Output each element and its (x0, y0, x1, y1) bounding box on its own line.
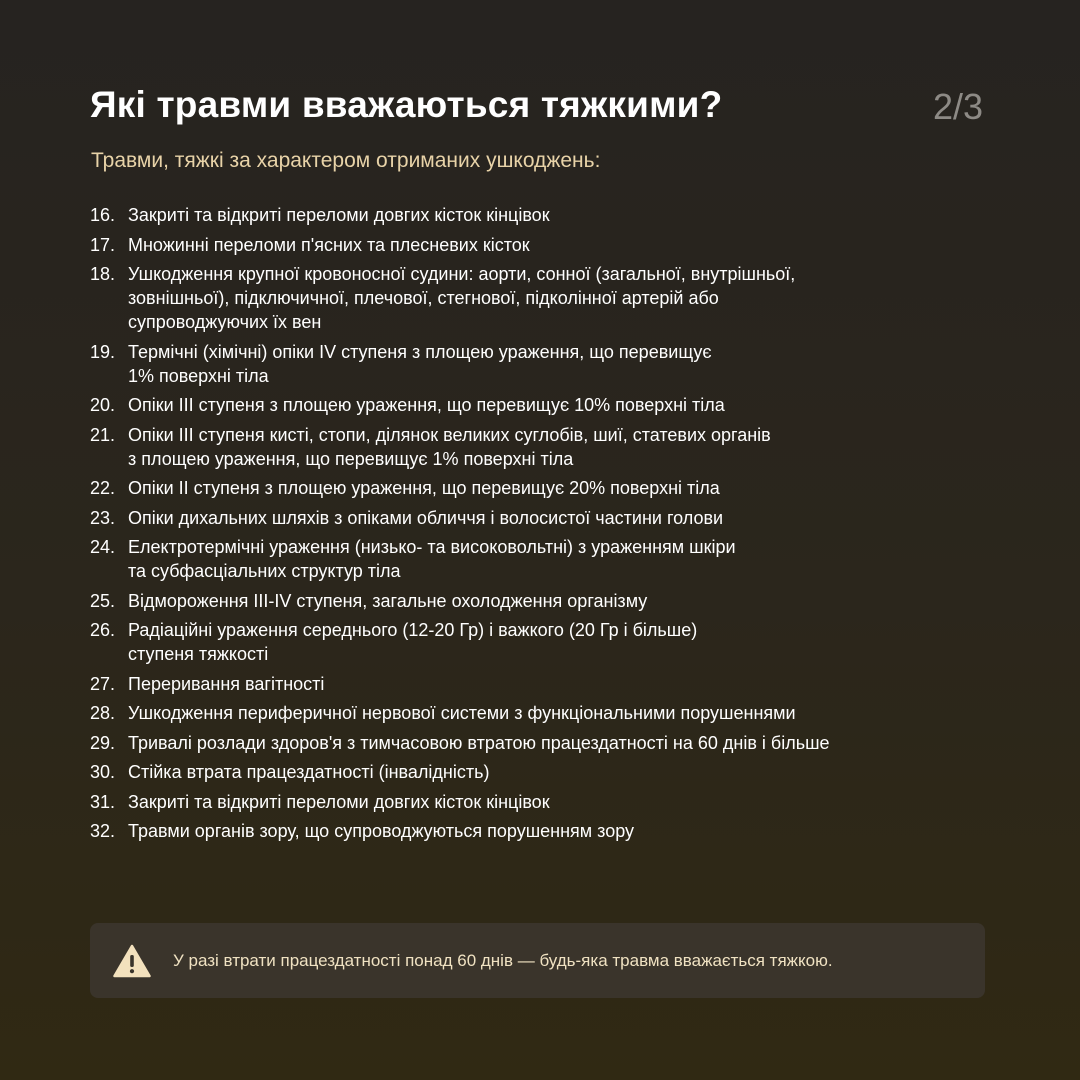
list-item (90, 672, 1000, 696)
item-text: Електротермічні ураження (низько- та високовольтні) з ураженням шкіри та субфасціальних структур тіла (128, 537, 736, 581)
list-item (90, 340, 1000, 388)
item-number: 28. (90, 703, 116, 723)
injury-list (90, 203, 1000, 849)
item-text: Опіки II ступеня з площею ураження, що перевищує 20% поверхні тіла (128, 478, 720, 498)
list-item (90, 476, 1000, 500)
list-item (90, 262, 1000, 334)
list-item (90, 535, 1000, 583)
item-text: Тривалі розлади здоров'я з тимчасовою втратою працездатності на 60 днів і більше (128, 732, 830, 753)
list-item (90, 233, 1000, 257)
item-number: 19. (90, 341, 116, 362)
item-number: 21. (90, 424, 116, 445)
item-number: 30. (90, 762, 116, 782)
item-text: Закриті та відкриті переломи довгих кісток кінцівок (128, 791, 550, 812)
list-item (90, 731, 1000, 755)
item-number: 20. (90, 395, 116, 415)
list-item (90, 701, 1000, 725)
item-text: Опіки дихальних шляхів з опіками обличчя і волосистої частини голови (128, 507, 724, 528)
item-number: 27. (90, 673, 116, 694)
item-text: Радіаційні ураження середнього (12-20 Гр) і важкого (20 Гр і більше) ступеня тяжкості (128, 620, 698, 664)
item-text: Відмороження III-IV ступеня, загальне охолодження організму (128, 590, 648, 611)
notice-text: У разі втрати працездатності понад 60 днів — будь-яка травма вважається тяжкою. (173, 950, 833, 970)
item-number: 24. (90, 537, 116, 557)
list-item (90, 618, 1000, 666)
item-number: 31. (90, 791, 116, 812)
item-text: Стійка втрата працездатності (інвалідність) (128, 762, 490, 782)
list-item (90, 819, 1000, 843)
item-number: 23. (90, 507, 116, 528)
item-number: 16. (90, 205, 116, 225)
item-text: Ушкодження периферичної нервової системи з функціональними порушеннями (128, 703, 796, 723)
list-item (90, 393, 1000, 417)
list-item (90, 203, 1000, 227)
section-subtitle: Травми, тяжкі за характером отриманих ушкоджень: (91, 149, 601, 172)
page-title: Які травми вважаються тяжкими? (90, 84, 723, 125)
page-counter: 2/3 (932, 86, 983, 127)
item-number: 25. (90, 590, 116, 611)
item-text: Опіки III ступеня з площею ураження, що перевищує 10% поверхні тіла (128, 395, 725, 415)
item-text: Термічні (хімічні) опіки IV ступеня з площею ураження, що перевищує 1% поверхні тіла (128, 341, 712, 386)
item-number: 29. (90, 732, 116, 753)
item-text: Переривання вагітності (128, 673, 325, 694)
list-item (90, 423, 1000, 471)
item-number: 26. (90, 620, 116, 640)
item-number: 17. (90, 234, 116, 255)
item-text: Травми органів зору, що супроводжуються порушенням зору (128, 821, 635, 841)
item-text: Ушкодження крупної кровоносної судини: аорти, сонної (загальної, внутрішньої, зовнішньої), підключичної, плечової, стегнової, підколінної артерій або супроводжуючих їх вен (128, 264, 796, 332)
warning-notice (90, 923, 985, 998)
item-number: 18. (90, 264, 116, 284)
item-number: 22. (90, 478, 116, 498)
item-text: Множинні переломи п'ясних та плесневих кісток (128, 234, 530, 255)
item-text: Закриті та відкриті переломи довгих кісток кінцівок (128, 205, 550, 225)
warning-icon (113, 944, 151, 978)
list-item (90, 790, 1000, 814)
list-item (90, 760, 1000, 784)
list-item (90, 589, 1000, 613)
item-number: 32. (90, 821, 116, 841)
list-item (90, 506, 1000, 530)
item-text: Опіки III ступеня кисті, стопи, ділянок великих суглобів, шиї, статевих органів з площею ураження, що перевищує 1% поверхні тіла (128, 424, 771, 469)
